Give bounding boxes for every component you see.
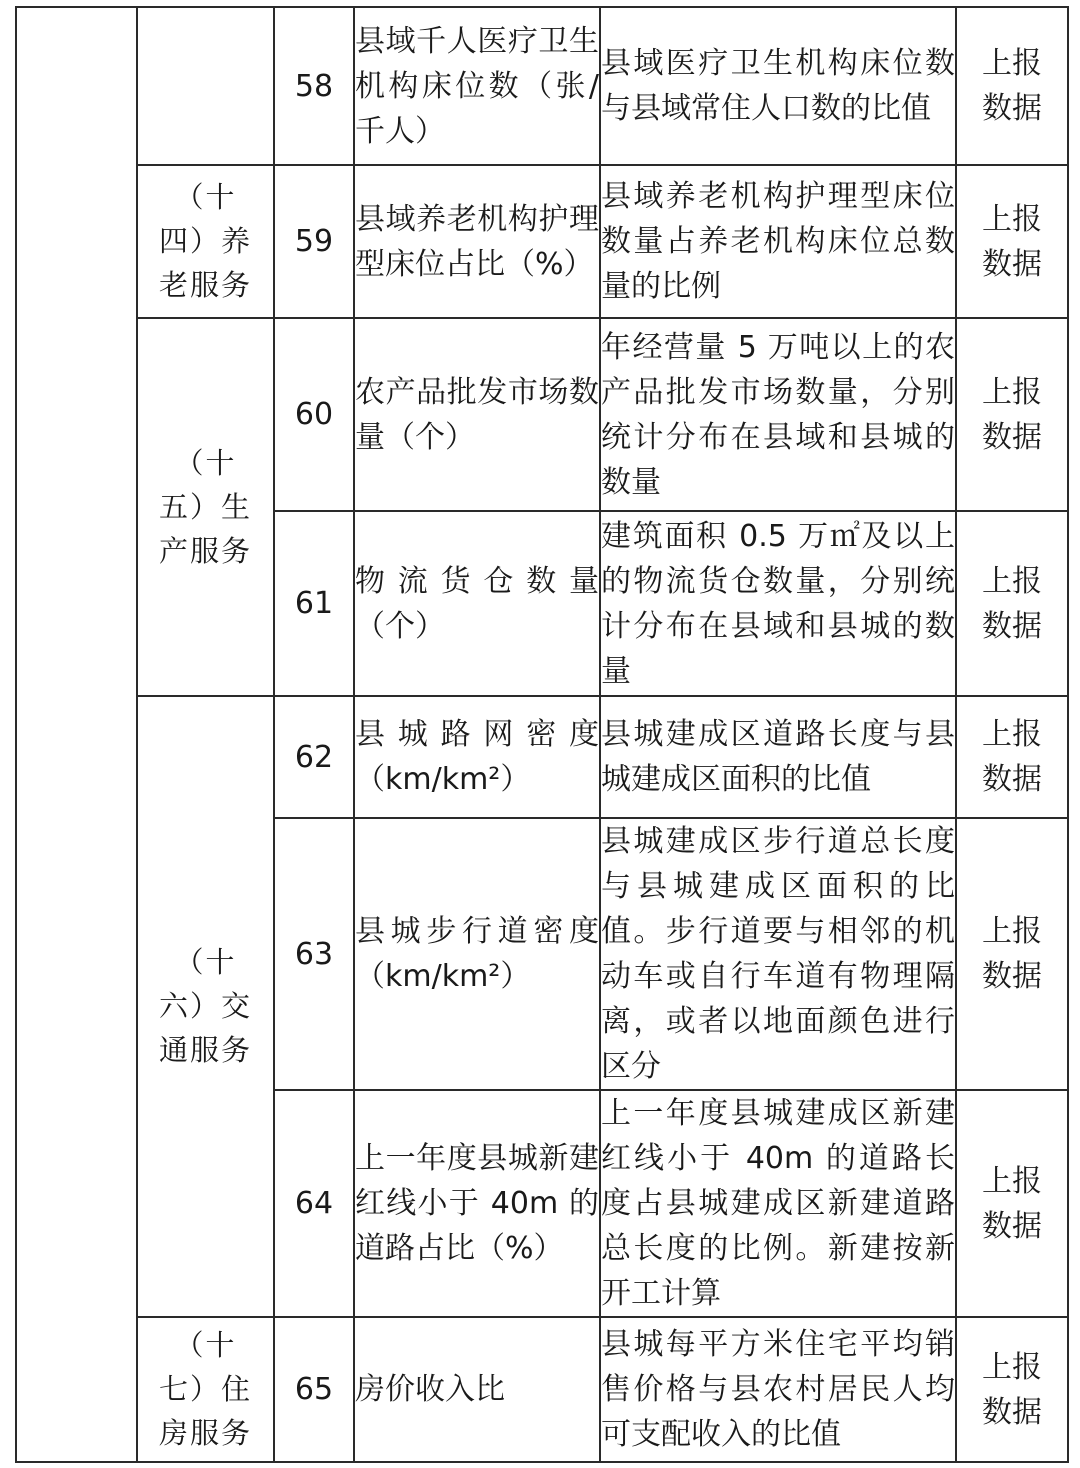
data-source: 上报数据: [956, 7, 1068, 165]
data-source: 上报数据: [956, 1090, 1068, 1317]
category-production-service: （十五）生产服务: [137, 318, 274, 696]
row-number: 58: [274, 7, 354, 165]
category-cell: [137, 7, 274, 165]
category-elderly-service: （十四）养老服务: [137, 165, 274, 318]
data-source: 上报数据: [956, 696, 1068, 818]
indicator-name: 农产品批发市场数量（个）: [354, 318, 600, 511]
indicator-description: 县城建成区步行道总长度与县城建成区面积的比值。步行道要与相邻的机动车或自行车道有物理隔离，或者以地面颜色进行区分: [600, 818, 956, 1090]
indicator-name: 县域千人医疗卫生机构床位数（张/千人）: [354, 7, 600, 165]
data-source: 上报数据: [956, 818, 1068, 1090]
indicator-name: 房价收入比: [354, 1317, 600, 1462]
row-number: 59: [274, 165, 354, 318]
indicator-table: [15, 6, 1069, 1463]
category-housing-service: （十七）住房服务: [137, 1317, 274, 1462]
indicator-description: 县域医疗卫生机构床位数与县域常住人口数的比值: [600, 7, 956, 165]
row-number: 60: [274, 318, 354, 511]
indicator-name: 物流货仓数量（个）: [354, 511, 600, 696]
indicator-name: 县城步行道密度（km/km²）: [354, 818, 600, 1090]
row-number: 63: [274, 818, 354, 1090]
category-transport-service: （十六）交通服务: [137, 696, 274, 1317]
indicator-name: 县城路网密度（km/km²）: [354, 696, 600, 818]
indicator-description: 县城建成区道路长度与县城建成区面积的比值: [600, 696, 956, 818]
indicator-description: 县城每平方米住宅平均销售价格与县农村居民人均可支配收入的比值: [600, 1317, 956, 1462]
data-source: 上报数据: [956, 165, 1068, 318]
indicator-name: 上一年度县城新建红线小于 40m 的道路占比（%）: [354, 1090, 600, 1317]
data-source: 上报数据: [956, 318, 1068, 511]
row-number: 64: [274, 1090, 354, 1317]
table-row: [16, 7, 1068, 165]
table-row: [16, 165, 1068, 318]
row-number: 61: [274, 511, 354, 696]
outer-category-cell: [16, 7, 137, 1462]
table-row: [16, 318, 1068, 511]
table-row: [16, 1317, 1068, 1462]
row-number: 65: [274, 1317, 354, 1462]
data-source: 上报数据: [956, 1317, 1068, 1462]
indicator-description: 上一年度县城建成区新建红线小于 40m 的道路长度占县城建成区新建道路总长度的比例。新建按新开工计算: [600, 1090, 956, 1317]
indicator-description: 县域养老机构护理型床位数量占养老机构床位总数量的比例: [600, 165, 956, 318]
indicator-description: 年经营量 5 万吨以上的农产品批发市场数量，分别统计分布在县域和县城的数量: [600, 318, 956, 511]
data-source: 上报数据: [956, 511, 1068, 696]
row-number: 62: [274, 696, 354, 818]
indicator-name: 县域养老机构护理型床位占比（%）: [354, 165, 600, 318]
table-row: [16, 696, 1068, 818]
indicator-description: 建筑面积 0.5 万㎡及以上的物流货仓数量，分别统计分布在县域和县城的数量: [600, 511, 956, 696]
